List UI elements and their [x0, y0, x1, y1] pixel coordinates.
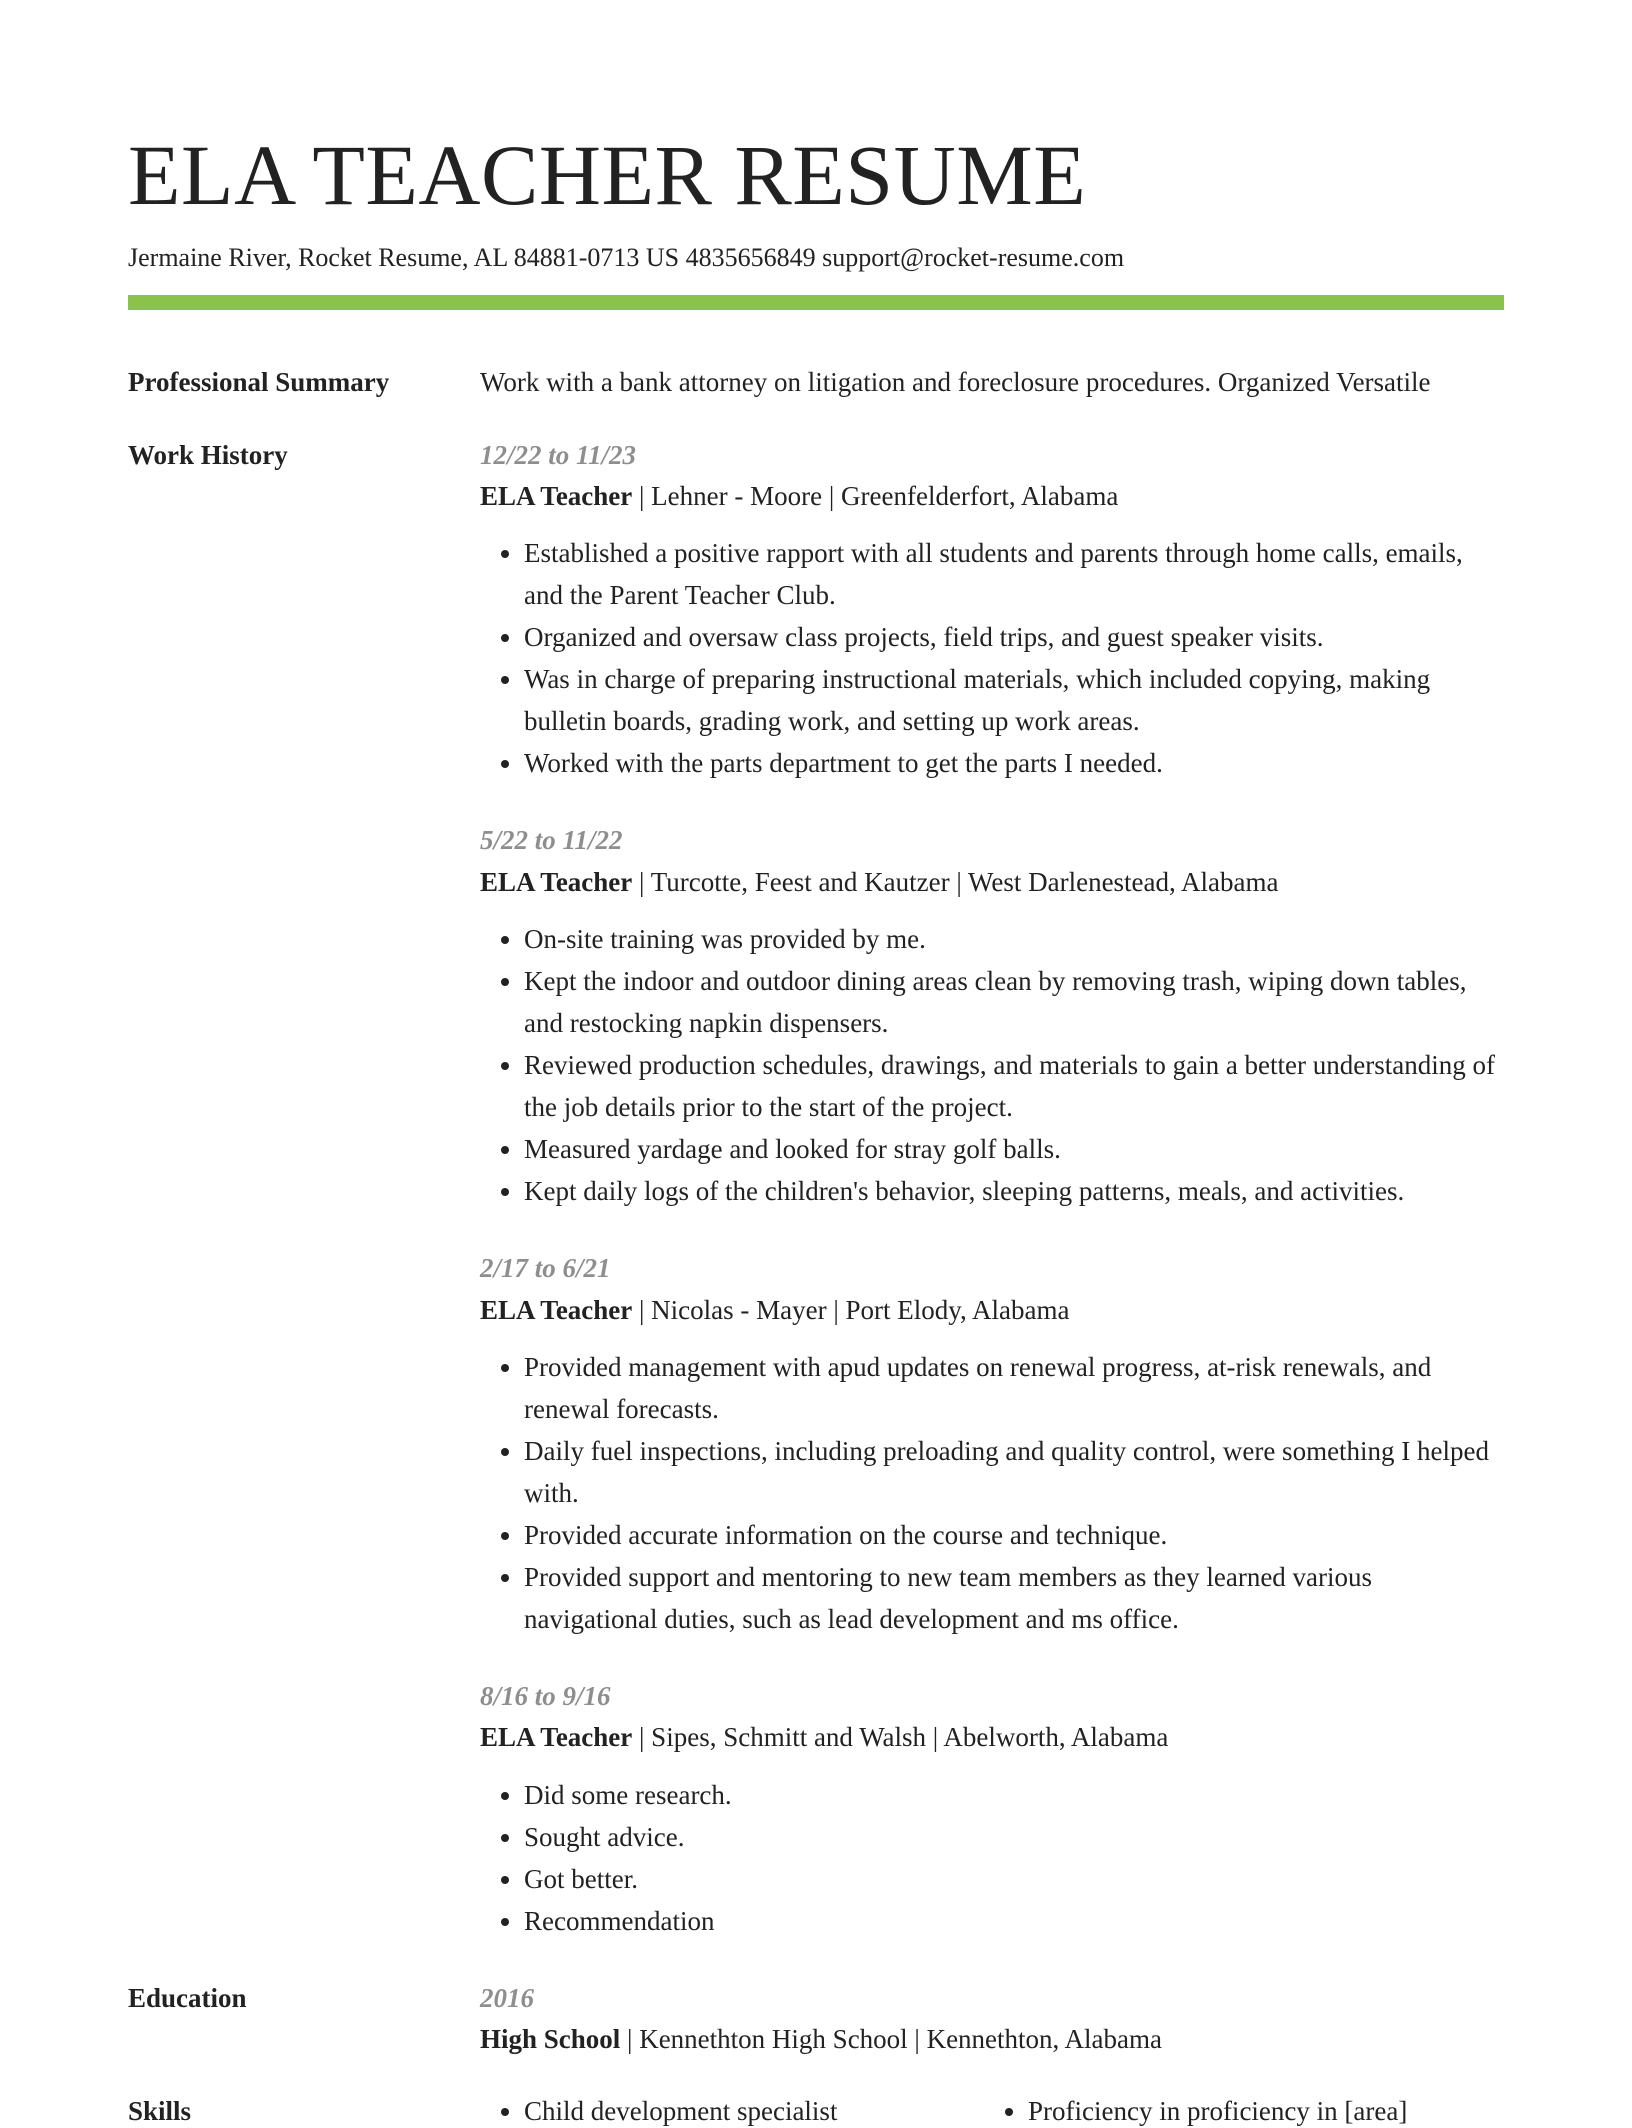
section-label: Professional Summary: [128, 367, 390, 398]
job-bullet: • Established a positive rapport with all students and parents through home calls, emails, and the Parent Teacher Club.: [524, 532, 1504, 616]
education-details: | Kennethton High School | Kennethton, Alabama: [620, 2024, 1163, 2055]
job-role: ELA Teacher: [480, 1294, 633, 1325]
job-bullet: • Kept the indoor and outdoor dining areas clean by removing trash, wiping down tables, and restocking napkin dispensers.: [524, 960, 1504, 1044]
job-bullet: • Provided management with apud updates on renewal progress, at-risk renewals, and renewal forecasts.: [524, 1346, 1504, 1430]
accent-divider: [128, 295, 1504, 310]
job-role: ELA Teacher: [480, 480, 633, 511]
job-entry: [480, 439, 1504, 785]
summary-text: Work with a bank attorney on litigation and foreclosure procedures. Organized Versatile: [480, 367, 1431, 398]
job-dates: 12/22 to 11/23: [480, 439, 637, 470]
job-bullet: • Did some research.: [524, 1774, 1504, 1816]
job-details: | Sipes, Schmitt and Walsh | Abelworth, Alabama: [632, 1722, 1169, 1753]
job-role-line: [480, 480, 1504, 512]
education-entry: [480, 1982, 1504, 2056]
job-bullet: • Recommendation: [524, 1900, 1504, 1942]
job-details: | Nicolas - Mayer | Port Elody, Alabama: [632, 1294, 1070, 1325]
professional-summary-section: [128, 366, 1504, 398]
education-section: [128, 1982, 1504, 2056]
job-bullet: • Sought advice.: [524, 1816, 1504, 1858]
job-details: | Lehner - Moore | Greenfelderfort, Alabama: [632, 480, 1119, 511]
job-details: | Turcotte, Feest and Kautzer | West Darlenestead, Alabama: [632, 866, 1279, 897]
job-role-line: [480, 866, 1504, 898]
job-bullets: [480, 532, 1504, 784]
job-bullet: • Reviewed production schedules, drawings, and materials to gain a better understanding of the job details prior to the start of the project.: [524, 1044, 1504, 1128]
job-entry: [480, 1680, 1504, 1942]
job-bullet: • On-site training was provided by me.: [524, 918, 1504, 960]
work-history-section: [128, 439, 1504, 1942]
job-entry: [480, 824, 1504, 1212]
section-label: Skills: [128, 2096, 192, 2127]
education-dates: 2016: [480, 1982, 534, 2013]
job-dates: 5/22 to 11/22: [480, 825, 623, 856]
education-line: [480, 2023, 1504, 2055]
job-bullets: [480, 1346, 1504, 1640]
job-dates: 8/16 to 9/16: [480, 1680, 611, 1711]
job-bullet: • Organized and oversaw class projects, field trips, and guest speaker visits.: [524, 616, 1504, 658]
job-bullets: [480, 1774, 1504, 1942]
job-list: [480, 439, 1504, 1942]
job-role-line: [480, 1294, 1504, 1326]
skill-item: • Proficiency in proficiency in [area]: [1028, 2095, 1488, 2127]
job-bullet: • Measured yardage and looked for stray golf balls.: [524, 1128, 1504, 1170]
job-bullet: • Provided support and mentoring to new team members as they learned various navigational duties, such as lead development and ms office.: [524, 1556, 1504, 1640]
job-bullet: • Provided accurate information on the course and technique.: [524, 1514, 1504, 1556]
resume-title: ELA TEACHER RESUME: [128, 127, 1087, 223]
job-role-line: [480, 1721, 1504, 1753]
education-degree: High School: [480, 2024, 621, 2055]
job-role: ELA Teacher: [480, 866, 633, 897]
job-bullets: [480, 918, 1504, 1212]
section-label: Education: [128, 1982, 247, 2013]
job-bullet: • Was in charge of preparing instructional materials, which included copying, making bulletin boards, grading work, and setting up work areas.: [524, 658, 1504, 742]
skill-item: • Child development specialist: [524, 2095, 984, 2127]
job-entry: [480, 1252, 1504, 1640]
job-role: ELA Teacher: [480, 1722, 633, 1753]
section-label: Work History: [128, 439, 288, 470]
contact-line: Jermaine River, Rocket Resume, AL 84881-0713 US 4835656849 support@rocket-resume.com: [128, 243, 1125, 272]
job-bullet: • Daily fuel inspections, including preloading and quality control, were something I helped with.: [524, 1430, 1504, 1514]
job-bullet: • Got better.: [524, 1858, 1504, 1900]
job-bullet: • Worked with the parts department to get the parts I needed.: [524, 742, 1504, 784]
job-bullet: • Kept daily logs of the children's behavior, sleeping patterns, meals, and activities.: [524, 1170, 1504, 1212]
job-dates: 2/17 to 6/21: [480, 1253, 611, 1284]
